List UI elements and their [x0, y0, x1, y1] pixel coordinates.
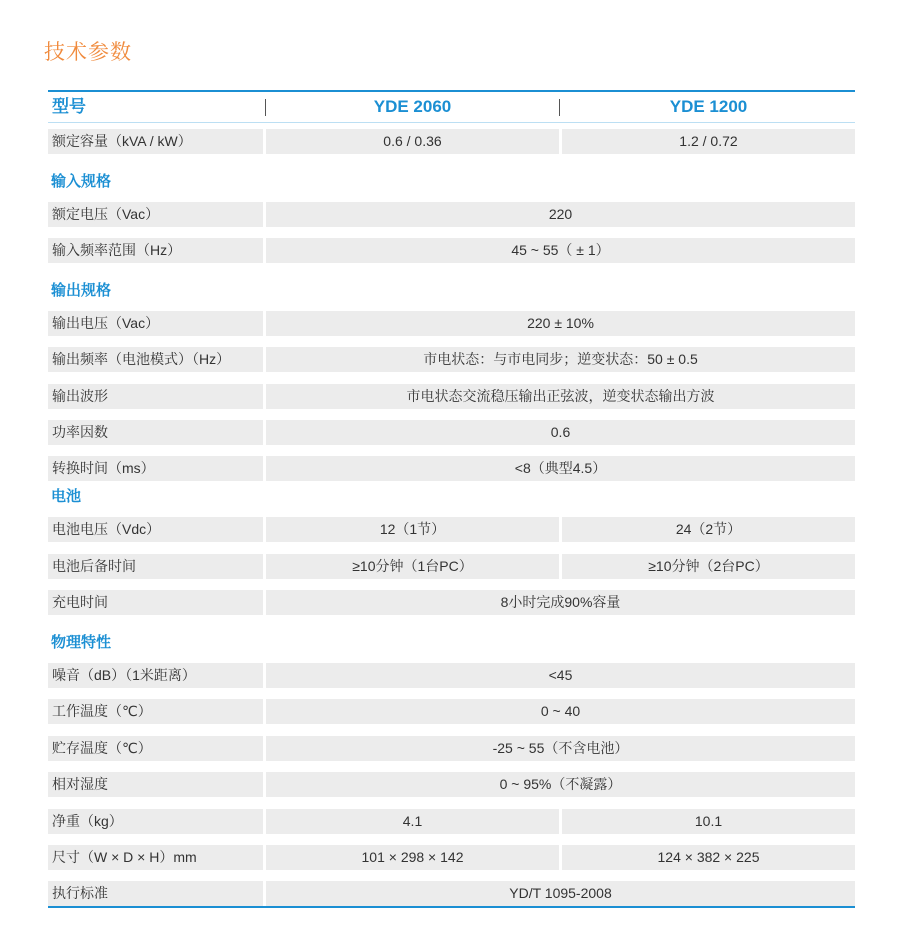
row-label: 尺寸（W × D × H）mm: [48, 845, 263, 870]
table-row: [48, 845, 855, 870]
row-label: 输出波形: [48, 384, 263, 409]
row-label: 净重（kg）: [48, 809, 263, 834]
row-value: 220: [266, 202, 855, 227]
row-value: 45 ~ 55（ ± 1）: [266, 238, 855, 263]
row-value: 0 ~ 40: [266, 699, 855, 724]
row-label: 额定容量（kVA / kW）: [48, 129, 263, 154]
row-value: 0.6: [266, 420, 855, 445]
table-row: [48, 881, 855, 906]
row-label: 充电时间: [48, 590, 263, 615]
row-value: <8（典型4.5）: [266, 456, 855, 481]
table-row: [48, 699, 855, 724]
table-row: [48, 772, 855, 797]
row-label: 功率因数: [48, 420, 263, 445]
row-value: 0 ~ 95%（不凝露）: [266, 772, 855, 797]
page-title: 技术参数: [44, 41, 132, 64]
model-yde-1200: YDE 1200: [669, 97, 748, 116]
row-value-yde-2060: 0.6 / 0.36: [266, 129, 559, 154]
model-label: 型号: [52, 97, 86, 116]
row-value: 市电状态交流稳压输出正弦波，逆变状态输出方波: [266, 384, 855, 409]
row-value-yde-2060: 101 × 298 × 142: [266, 845, 559, 870]
row-value-yde-1200: ≥10分钟（2台PC）: [562, 554, 855, 579]
row-label: 输入频率范围（Hz）: [48, 238, 263, 263]
row-label: 相对湿度: [48, 772, 263, 797]
row-label: 电池后备时间: [48, 554, 263, 579]
row-value-yde-1200: 24（2节）: [562, 517, 855, 542]
table-row: [48, 384, 855, 409]
table-row: [48, 663, 855, 688]
row-label: 输出频率（电池模式）（Hz）: [48, 347, 263, 372]
table-row: [48, 347, 855, 372]
table-row: [48, 590, 855, 615]
row-value: <45: [266, 663, 855, 688]
table-row: [48, 202, 855, 227]
table-row: [48, 554, 855, 579]
row-value: 220 ± 10%: [266, 311, 855, 336]
row-label: 转换时间（ms）: [48, 456, 263, 481]
table-row: [48, 420, 855, 445]
table-row: [48, 736, 855, 761]
row-label: 额定电压（Vac）: [48, 202, 263, 227]
row-label: 贮存温度（℃）: [48, 736, 263, 761]
model-yde-2060: YDE 2060: [373, 97, 452, 116]
row-value: -25 ~ 55（不含电池）: [266, 736, 855, 761]
row-value-yde-1200: 124 × 382 × 225: [562, 845, 855, 870]
table-row: [48, 129, 855, 154]
section-heading-battery: 电池: [51, 488, 82, 505]
row-label: 输出电压（Vac）: [48, 311, 263, 336]
row-label: 噪音（dB）（1米距离）: [48, 663, 263, 688]
row-value-yde-2060: 12（1节）: [266, 517, 559, 542]
table-row: [48, 809, 855, 834]
row-value: 市电状态：与市电同步；逆变状态：50 ± 0.5: [266, 347, 855, 372]
table-header: [48, 92, 855, 123]
row-value-yde-1200: 10.1: [562, 809, 855, 834]
row-label: 工作温度（℃）: [48, 699, 263, 724]
section-heading-output: 输出规格: [51, 282, 112, 299]
row-value: YD/T 1095-2008: [266, 881, 855, 906]
table-row: [48, 456, 855, 481]
table-bottom-rule: [48, 906, 855, 908]
section-heading-input: 输入规格: [51, 173, 112, 190]
row-value-yde-1200: 1.2 / 0.72: [562, 129, 855, 154]
row-value-yde-2060: ≥10分钟（1台PC）: [266, 554, 559, 579]
table-row: [48, 238, 855, 263]
table-row: [48, 517, 855, 542]
table-row: [48, 311, 855, 336]
section-heading-physical: 物理特性: [51, 634, 112, 651]
header-divider: [559, 99, 560, 116]
row-value: 8小时完成90%容量: [266, 590, 855, 615]
row-label: 执行标准: [48, 881, 263, 906]
row-label: 电池电压（Vdc）: [48, 517, 263, 542]
row-value-yde-2060: 4.1: [266, 809, 559, 834]
